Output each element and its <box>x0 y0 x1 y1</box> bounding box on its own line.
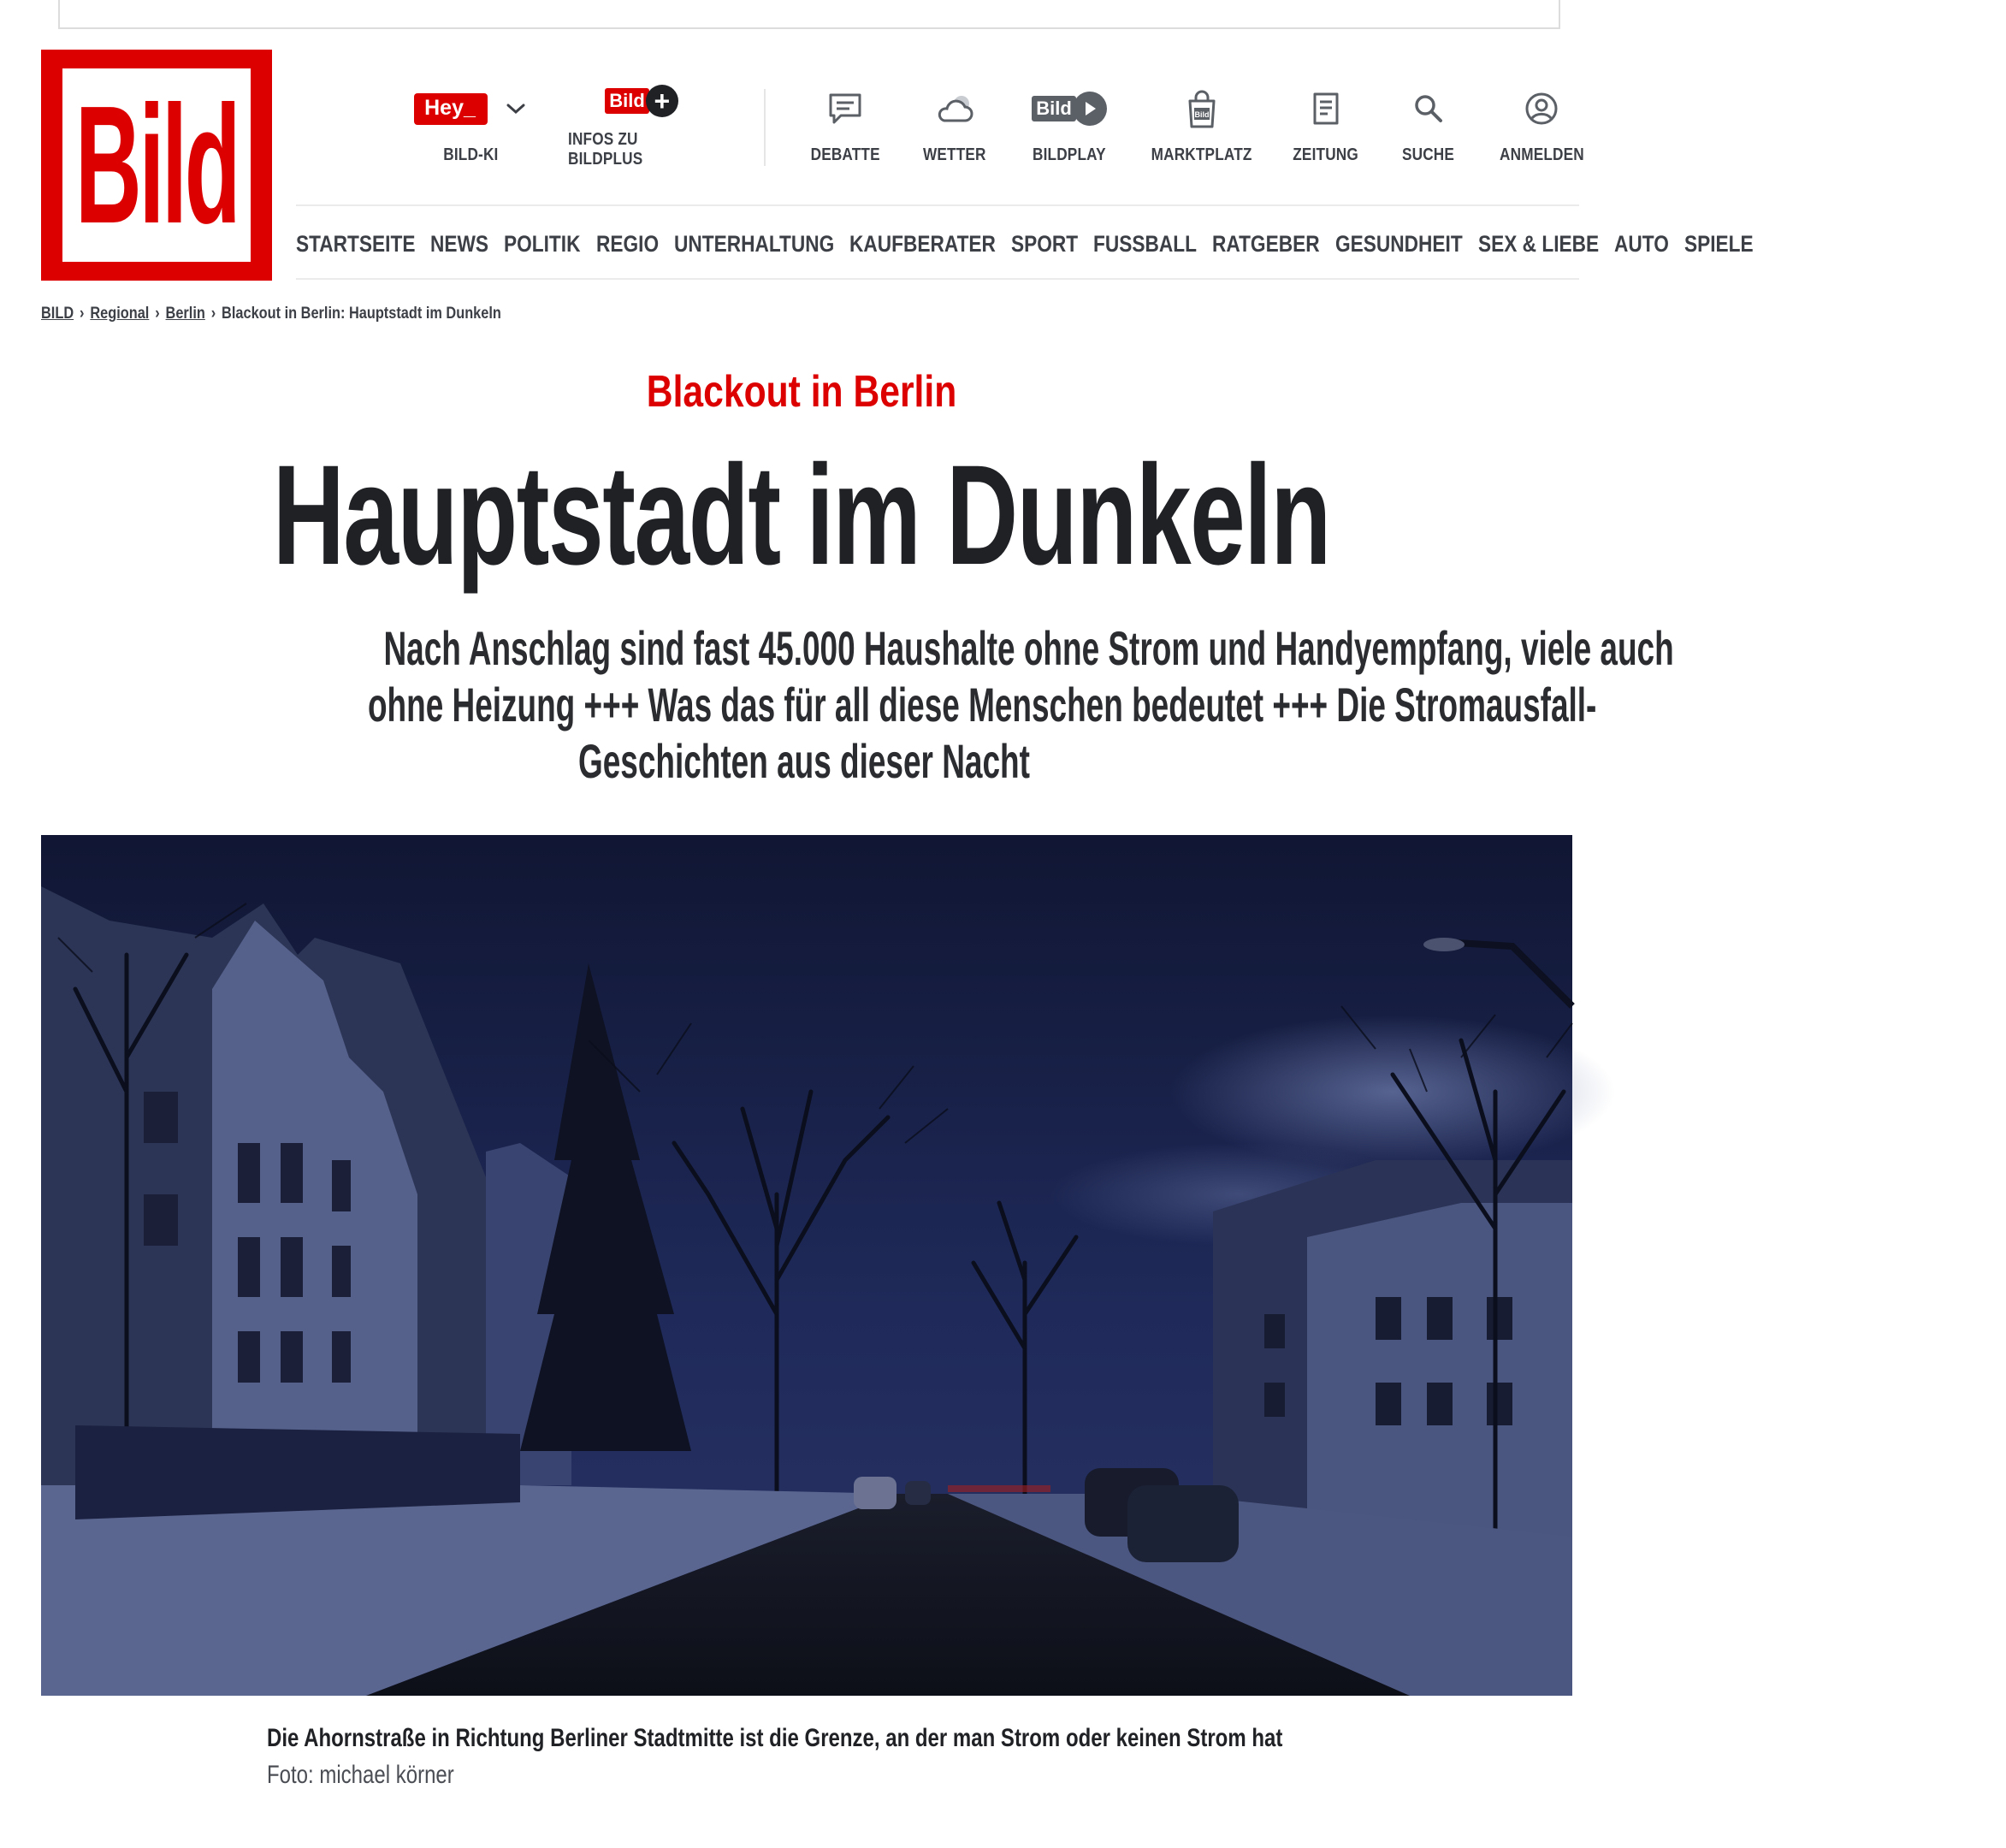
chevron-down-icon[interactable] <box>505 100 527 117</box>
ad-placeholder <box>58 0 1560 29</box>
newspaper-icon <box>1311 91 1341 127</box>
kicker-text: Blackout in Berlin <box>646 367 957 417</box>
bildplay-label: BILDPLAY <box>1033 145 1106 164</box>
cloud-icon <box>934 92 975 126</box>
nav-item-politik[interactable]: POLITIK <box>504 230 581 257</box>
image-caption <box>267 1724 1536 1753</box>
breadcrumb-separator: › <box>155 305 160 323</box>
anmelden-button[interactable] <box>1488 84 1595 169</box>
comment-icon <box>827 92 863 126</box>
bildplus-info-button[interactable] <box>556 84 727 169</box>
credit-text: Foto: michael körner <box>267 1761 454 1789</box>
nav-item-kaufberater[interactable]: KAUFBERATER <box>849 230 997 257</box>
wetter-button[interactable] <box>907 84 1003 169</box>
zeitung-label: ZEITUNG <box>1293 145 1359 164</box>
suche-button[interactable] <box>1386 84 1471 169</box>
night-street-photo <box>41 835 1572 1696</box>
breadcrumb-berlin[interactable]: Berlin <box>165 305 205 323</box>
play-icon <box>1073 92 1107 126</box>
nav-item-auto[interactable]: AUTO <box>1613 230 1669 257</box>
debatte-button[interactable] <box>794 84 896 169</box>
marktplatz-button[interactable] <box>1138 84 1266 169</box>
image-credit <box>267 1761 500 1790</box>
article-subheadline <box>51 620 1674 790</box>
subhead-line: Geschichten aus dieser Nacht <box>578 734 1030 788</box>
anmelden-label: ANMELDEN <box>1499 145 1584 164</box>
zeitung-button[interactable] <box>1275 84 1377 169</box>
bildplay-button[interactable] <box>1018 84 1121 169</box>
plus-icon: + <box>646 85 678 117</box>
logo-text: Bild <box>74 71 239 258</box>
nav-item-sex-liebe[interactable]: SEX & LIEBE <box>1477 230 1599 257</box>
nav-item-ratgeber[interactable]: RATGEBER <box>1212 230 1320 257</box>
breadcrumb-current: Blackout in Berlin: Hauptstadt im Dunkeln <box>222 305 501 323</box>
breadcrumb-separator: › <box>80 305 85 323</box>
bild-ki-label: BILD-KI <box>442 145 499 164</box>
nav-divider-bottom <box>296 278 1579 280</box>
shopping-bag-icon <box>1185 89 1219 128</box>
nav-item-fussball[interactable]: FUSSBALL <box>1093 230 1198 257</box>
subhead-line: Nach Anschlag sind fast 45.000 Haushalte ohne Strom und Handyempfang, viele auch <box>383 621 1674 675</box>
breadcrumb-bild[interactable]: BILD <box>41 305 74 323</box>
breadcrumb-separator: › <box>210 305 216 323</box>
nav-divider-top <box>296 204 1579 206</box>
bild-badge: Bild <box>605 88 649 114</box>
bildplus-label: INFOS ZU BILDPLUS <box>568 130 643 169</box>
nav-item-spiele[interactable]: SPIELE <box>1684 230 1754 257</box>
wetter-label: WETTER <box>923 145 986 164</box>
article-kicker <box>0 366 1603 418</box>
bild-ki-button[interactable] <box>411 84 530 169</box>
bild-ki-icon <box>414 84 527 133</box>
article-hero-image[interactable] <box>41 835 1572 1696</box>
bild-logo[interactable] <box>41 50 272 281</box>
nav-item-unterhaltung[interactable]: UNTERHALTUNG <box>674 230 835 257</box>
subhead-line: ohne Heizung +++ Was das für all diese Menschen bedeutet +++ Die Stromausfall- <box>367 678 1597 732</box>
article-headline <box>0 436 1603 595</box>
header-divider <box>764 89 766 166</box>
bildplay-badge: Bild <box>1032 96 1076 121</box>
suche-label: SUCHE <box>1402 145 1455 164</box>
bildplus-icon <box>605 84 678 118</box>
breadcrumb <box>41 301 576 327</box>
caption-text: Die Ahornstraße in Richtung Berliner Stadtmitte ist die Grenze, an der man Strom oder keinen Strom hat <box>267 1724 1283 1752</box>
nav-item-gesundheit[interactable]: GESUNDHEIT <box>1334 230 1463 257</box>
svg-text:Bild: Bild <box>1194 110 1210 119</box>
marktplatz-label: MARKTPLATZ <box>1151 145 1252 164</box>
user-icon <box>1524 91 1559 127</box>
nav-item-startseite[interactable]: STARTSEITE <box>296 230 416 257</box>
nav-item-news[interactable]: NEWS <box>430 230 489 257</box>
breadcrumb-regional[interactable]: Regional <box>90 305 150 323</box>
headline-text: Hauptstadt im Dunkeln <box>273 436 1330 595</box>
nav-item-regio[interactable]: REGIO <box>595 230 660 257</box>
hey-badge: Hey_ <box>414 93 488 125</box>
search-icon <box>1411 92 1446 126</box>
nav-item-sport[interactable]: SPORT <box>1011 230 1079 257</box>
debatte-label: DEBATTE <box>810 145 880 164</box>
